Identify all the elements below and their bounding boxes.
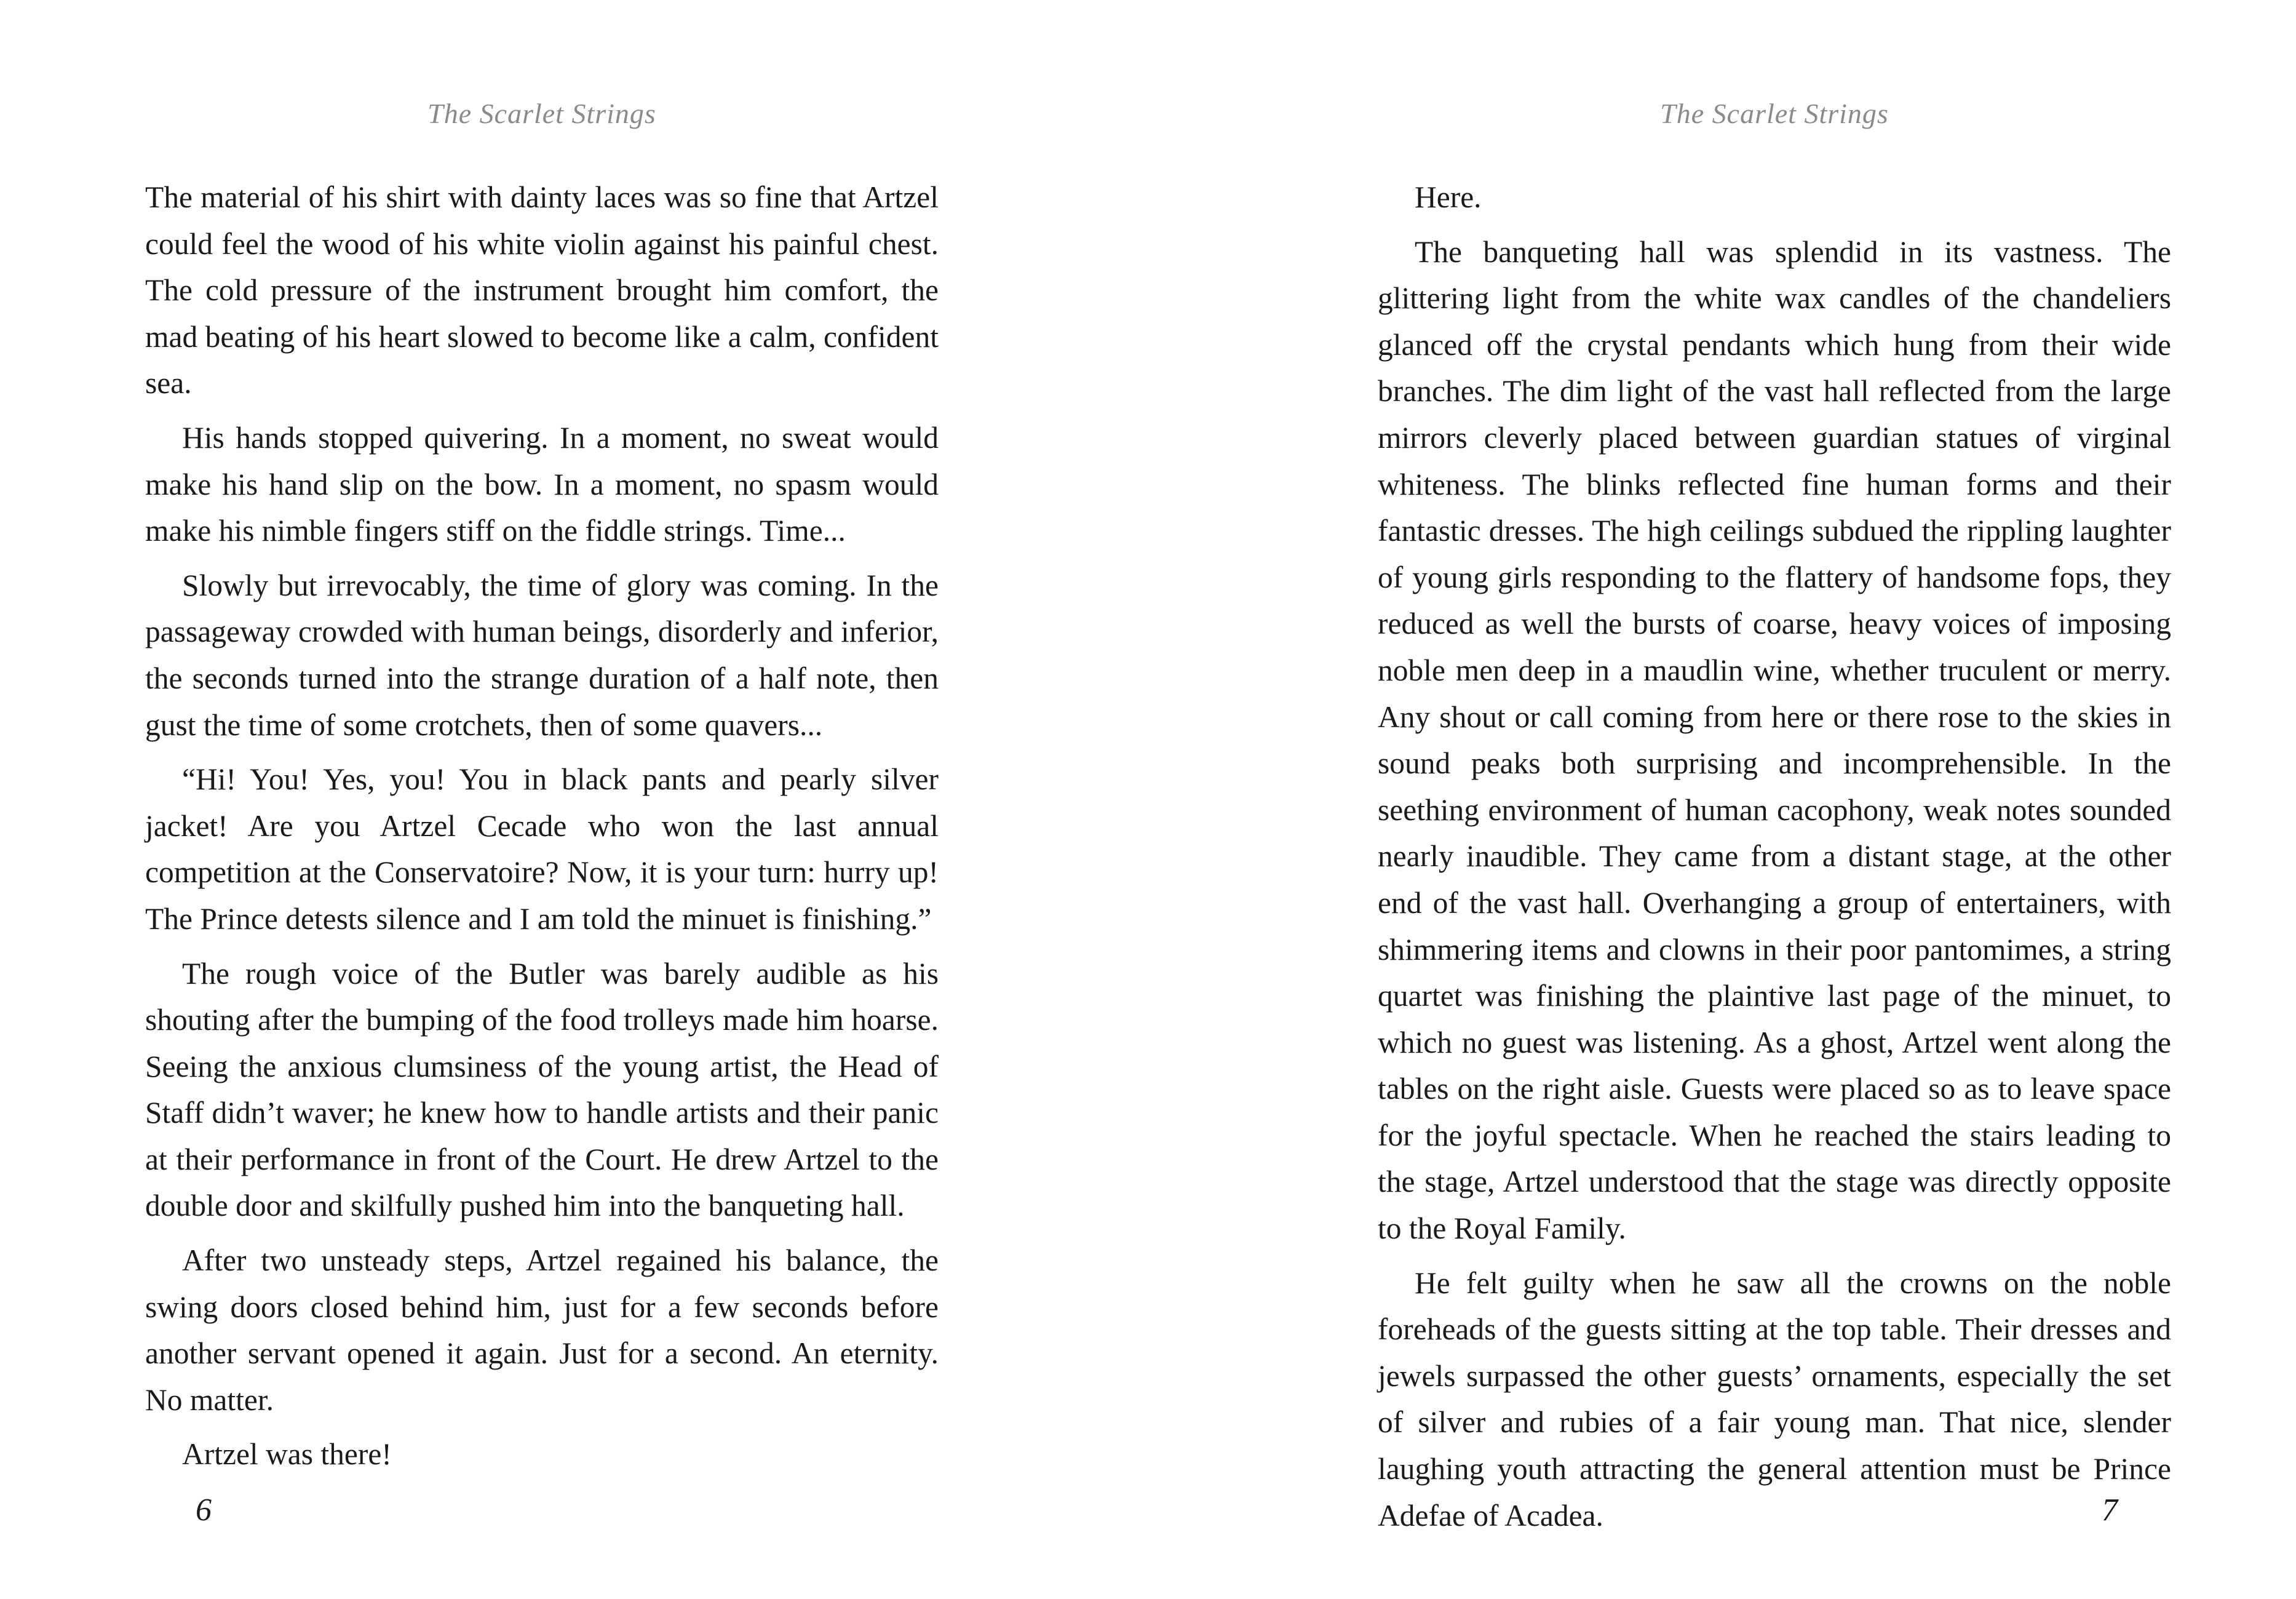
paragraph: The rough voice of the Butler was barely audible as his shouting after the bumping of the food trolleys made him hoarse. Seeing the anxious clumsiness of the young artist, the Head of Staff didn’t waver; he knew how to handle artists and their panic at their performance in front of the Court. He drew Artzel to the double door and skilfully pushed him into the banqueting hall.	[145, 956, 939, 1223]
right-page	[1148, 0, 2296, 1599]
paragraph: After two unsteady steps, Artzel regained his balance, the swing doors closed behind him, just for a few seconds before another servant opened it again. Just for a second. An eternity. No matter.	[145, 1243, 939, 1417]
paragraph: Here.	[1415, 180, 1482, 214]
paragraph: Slowly but irrevocably, the time of glory was coming. In the passageway crowded with human beings, disorderly and inferior, the seconds turned into the strange duration of a half note, then gust the time of some crotchets, then of some quavers...	[145, 568, 939, 742]
paragraph: He felt guilty when he saw all the crowns on the noble foreheads of the guests sitting at the top table. Their dresses and jewels surpassed the other guests’ ornaments, especially the set of silver and rubies of a fair young man. That nice, slender laughing youth attracting the general attention must be Prince Adefae of Acadea.	[1378, 1266, 2171, 1533]
paragraph: The banqueting hall was splendid in its vastness. The glittering light from the white wax candles of the chandeliers glanced off the crystal pendants which hung from their wide branches. The dim light of the vast hall reflected from the large mirrors cleverly placed between guardian statues of virginal whiteness. The blinks reflected fine human forms and their fantastic dresses. The high ceilings subdued the rippling laughter of young girls responding to the flattery of handsome fops, they reduced as well the bursts of coarse, heavy voices of imposing noble men deep in a maudlin wine, whether truculent or merry. Any shout or call coming from here or there rose to the skies in sound peaks both surprising and incomprehensible. In the seething environment of human cacophony, weak notes sounded nearly inaudible. They came from a distant stage, at the other end of the vast hall. Overhanging a group of entertainers, with shimmering items and clowns in their poor pantomimes, a string quartet was finishing the plaintive last page of the minuet, to which no guest was listening. As a ghost, Artzel went along the tables on the right aisle. Guests were placed so as to leave space for the joyful spectacle. When he reached the stairs leading to the stage, Artzel understood that the stage was directly opposite to the Royal Family.	[1378, 234, 2171, 1246]
page-number-left: 6	[196, 1493, 212, 1528]
paragraph: Artzel was there!	[182, 1437, 392, 1472]
page-number-right: 7	[2102, 1493, 2118, 1528]
body-text-left	[145, 174, 939, 1486]
paragraph: “Hi! You! Yes, you! You in black pants and pearly silver jacket! Are you Artzel Cecade who won the last annual competition at the Conservatoire? Now, it is your turn: hurry up! The Prince detests silence and I am told the minuet is finishing.”	[145, 762, 939, 936]
running-head-right: The Scarlet Strings	[1660, 98, 1889, 129]
body-text-right	[1378, 174, 2171, 1547]
paragraph: His hands stopped quivering. In a moment, no sweat would make his hand slip on the bow. In a moment, no spasm would make his nimble fingers stiff on the fiddle strings. Time...	[145, 420, 939, 548]
running-head-left: The Scarlet Strings	[427, 98, 656, 129]
paragraph: The material of his shirt with dainty laces was so fine that Artzel could feel the wood of his white violin against his painful chest. The cold pressure of the instrument brought him comfort, the mad beating of his heart slowed to become like a calm, confident sea.	[145, 180, 939, 401]
